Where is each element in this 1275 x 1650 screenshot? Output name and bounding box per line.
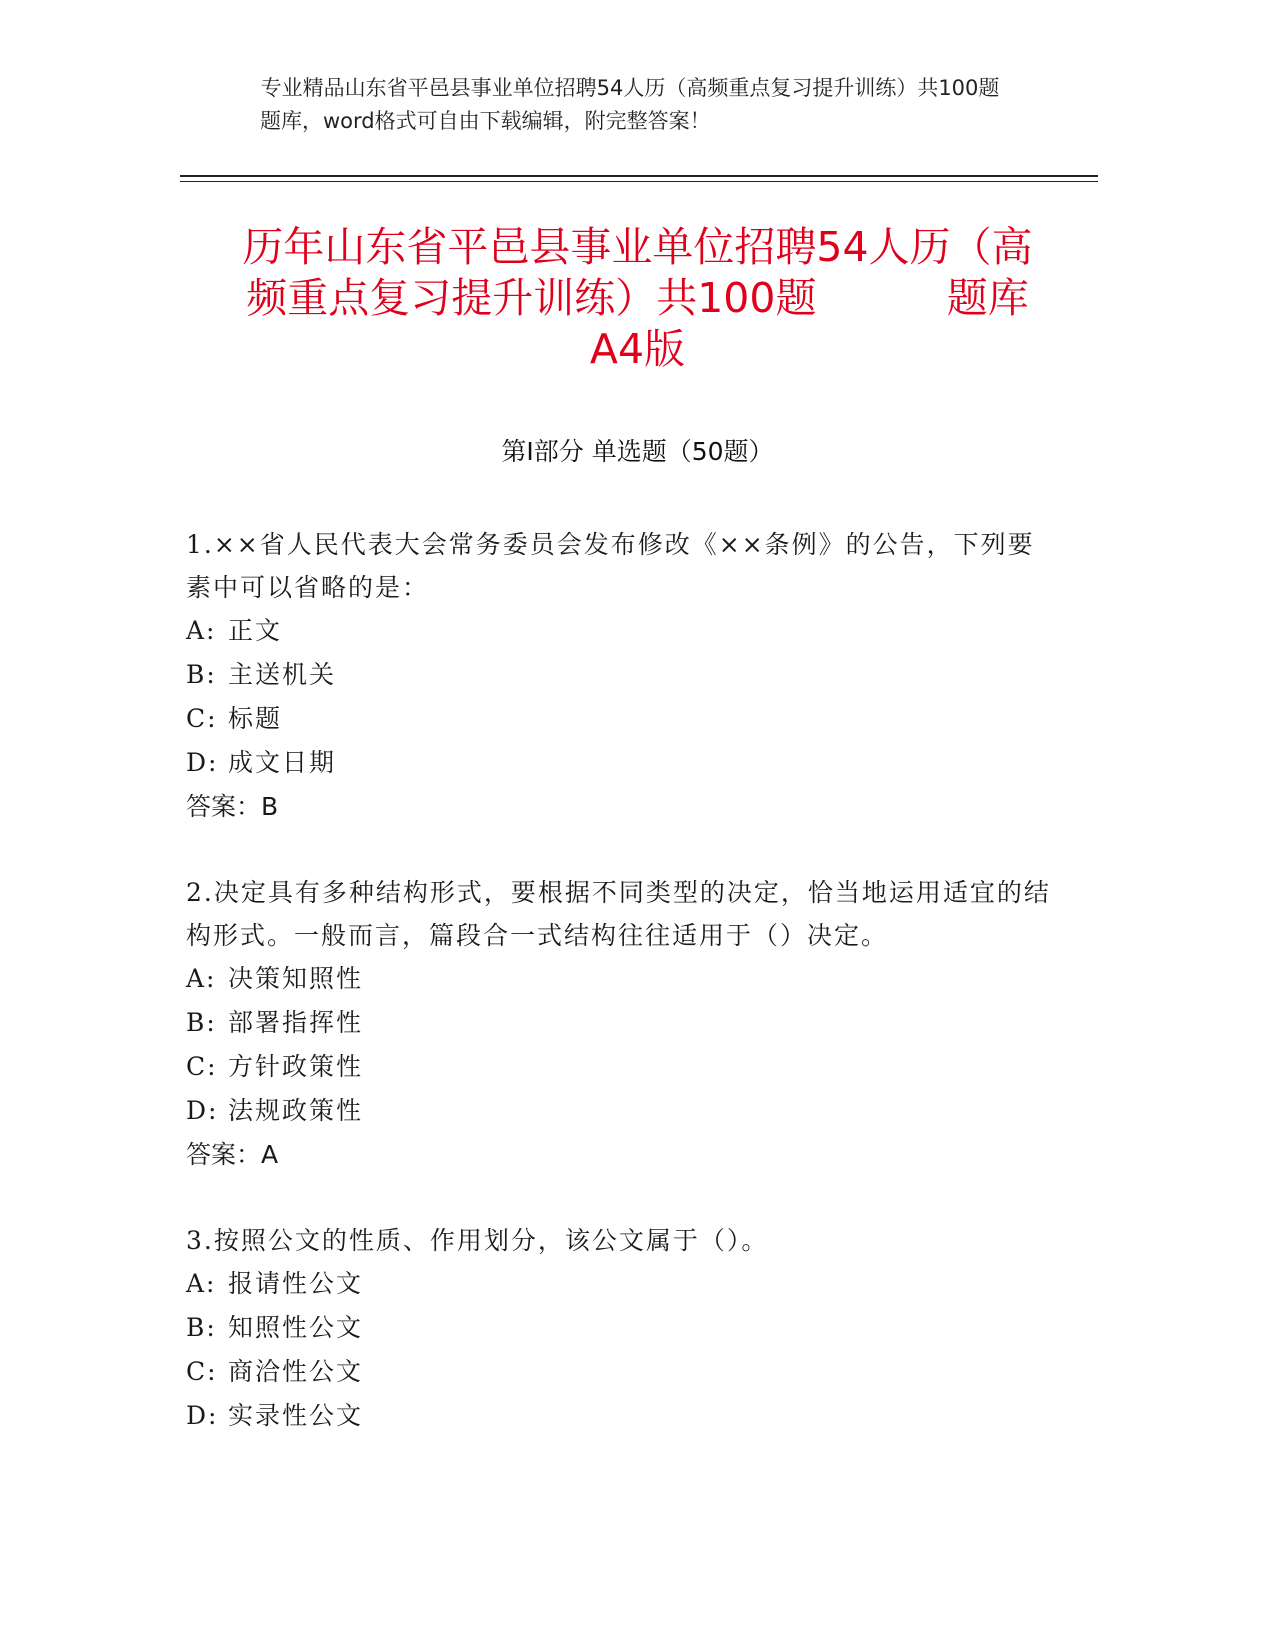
header-note-line-1: 专业精品山东省平邑县事业单位招聘54人历（高频重点复习提升训练）共100题 xyxy=(260,76,1000,100)
option-text: 法规政策性 xyxy=(228,1096,364,1125)
option-text: 正文 xyxy=(228,616,283,645)
question-option-c xyxy=(186,1350,1056,1394)
question-stem: 2.决定具有多种结构形式，要根据不同类型的决定，恰当地运用适宜的结构形式。一般而言，篇段合一式结构往往适用于（）决定。 xyxy=(186,878,1051,950)
header-note xyxy=(180,72,1080,138)
option-letter: B: xyxy=(186,660,217,689)
question-1 xyxy=(186,523,1056,829)
document-title-line-2: 频重点复习提升训练）共100题 题库 xyxy=(246,274,1029,322)
question-option-b xyxy=(186,653,1056,697)
question-2 xyxy=(186,871,1056,1177)
question-option-b xyxy=(186,1306,1056,1350)
option-text: 标题 xyxy=(228,704,283,733)
option-text: 成文日期 xyxy=(228,748,337,777)
option-letter: D: xyxy=(186,1401,219,1430)
question-option-d xyxy=(186,1394,1056,1438)
option-text: 部署指挥性 xyxy=(228,1008,364,1037)
option-text: 主送机关 xyxy=(228,660,337,689)
option-letter: C: xyxy=(186,1052,218,1081)
option-text: 决策知照性 xyxy=(228,964,364,993)
header-note-line-2: 题库，word格式可自由下载编辑，附完整答案！ xyxy=(260,109,711,133)
option-text: 报请性公文 xyxy=(228,1269,364,1298)
option-letter: C: xyxy=(186,704,218,733)
option-letter: D: xyxy=(186,1096,219,1125)
option-text: 知照性公文 xyxy=(228,1313,364,1342)
question-3 xyxy=(186,1219,1056,1438)
option-letter: B: xyxy=(186,1008,217,1037)
question-option-a xyxy=(186,609,1056,653)
option-letter: B: xyxy=(186,1313,217,1342)
option-letter: D: xyxy=(186,748,219,777)
document-title-line-1: 历年山东省平邑县事业单位招聘54人历（高 xyxy=(242,223,1033,271)
option-letter: A: xyxy=(186,616,217,645)
question-list xyxy=(186,523,1056,1480)
option-letter: A: xyxy=(186,964,217,993)
option-letter: C: xyxy=(186,1357,218,1386)
header-divider-thin xyxy=(180,181,1098,182)
question-option-b xyxy=(186,1001,1056,1045)
option-text: 方针政策性 xyxy=(228,1052,364,1081)
question-answer: 答案：B xyxy=(186,792,279,821)
question-option-c xyxy=(186,1045,1056,1089)
option-letter: A: xyxy=(186,1269,217,1298)
question-stem: 3.按照公文的性质、作用划分，该公文属于（）。 xyxy=(186,1226,769,1255)
option-text: 商洽性公文 xyxy=(228,1357,364,1386)
question-option-a xyxy=(186,957,1056,1001)
question-option-a xyxy=(186,1262,1056,1306)
question-stem: 1.××省人民代表大会常务委员会发布修改《××条例》的公告，下列要素中可以省略的是： xyxy=(186,530,1035,602)
section-heading: 第I部分 单选题（50题） xyxy=(501,437,774,466)
question-option-d xyxy=(186,1089,1056,1133)
header-divider-thick xyxy=(180,175,1098,177)
document-title-line-3: A4版 xyxy=(589,325,686,373)
document-title xyxy=(150,222,1125,375)
question-answer: 答案：A xyxy=(186,1140,279,1169)
question-option-d xyxy=(186,741,1056,785)
question-option-c xyxy=(186,697,1056,741)
option-text: 实录性公文 xyxy=(228,1401,364,1430)
